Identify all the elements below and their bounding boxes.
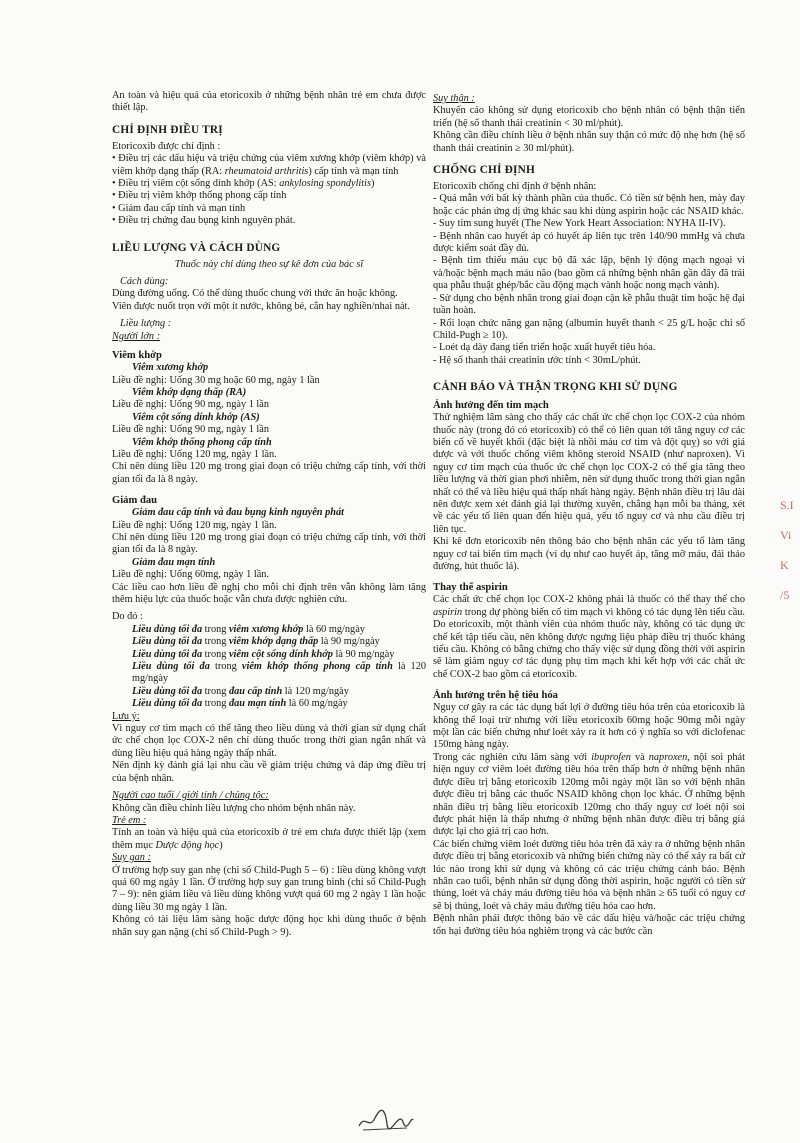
arthritis-dose: Liều đề nghị: Uống 120 mg, ngày 1 lần. xyxy=(112,448,277,460)
indication-item: • Điều trị viêm cột sống dính khớp (AS: ankylosing spondylitis) xyxy=(112,178,375,190)
liver-label: Suy gan : xyxy=(112,852,151,864)
acute-pain-note: Chỉ nên dùng liều 120 mg trong giai đoạn có triệu chứng cấp tính, với thời gian tối đa là 8 ngày. xyxy=(112,531,426,556)
gi-text: Trong các nghiên cứu lâm sàng với ibuprofen và naproxen, nội soi phát hiện nguy cơ viêm loét đường tiêu hóa trên thấp hơn ở những bệnh nhân được điều trị bằng etoricoxib 120mg mỗi ngày một lần so với bệnh nhân được điều trị bằng các thuốc NSAID không chọn lọc khác. Ở những bệnh nhân điều trị bằng liều etoricoxib 120mg cho thấy nguy cơ loét nội soi được phát hiện là thấp nhưng ở những bệnh nhân được điều trị bằng giả dược lại cho giá trị cao hơn. xyxy=(433,751,745,838)
kidney-text: Khuyến cáo không sử dụng etoricoxib cho bệnh nhân có bệnh thận tiến triển (hệ số thanh thải creatinin < 30 ml/phút). xyxy=(433,105,745,129)
aspirin-heading: Thay thế aspirin xyxy=(433,582,508,594)
cardio-text: Thử nghiệm lâm sàng cho thấy các chất ức chế chọn lọc COX-2 của nhóm thuốc này (trong đó có etoricoxib) có thể có liên quan tới tăng nguy cơ các biến cố về huyết khối (đặc biệt là nhồi máu cơ tim và đột quỵ) so với giả dược và với thuốc chống viêm không steroid NSAID (như naproxen). Vì nguy cơ tim mạch của thuốc ức chế chọn lọc COX-2 có thể gia tăng theo liều lượng và thời gian phơi nhiễm, nên sử dụng thuốc trong thời gian ngắn nhất có thể và liều hiệu quả thấp nhất hàng ngày. Bệnh nhân điều trị lâu dài nên được xem xét đánh giá lại thường xuyên, chẳng hạn mỗi ba tháng, xét về các yếu tố liên quan đến hiệu quả, yếu tố nguy cơ và nhu cầu điều trị liên tục. xyxy=(433,412,745,535)
prescription-note: Thuốc này chỉ dùng theo sự kê đơn của bác sĩ xyxy=(174,258,364,270)
caution-text: Nên định kỳ đánh giá lại nhu cầu về giảm triệu chứng và đáp ứng điều trị của bệnh nhân. xyxy=(112,760,426,784)
indication-item: • Điều trị các dấu hiệu và triệu chứng của viêm xương khớp (viêm khớp) và viêm khớp dạng thấp (RA: rheumatoid arthritis) cấp tính và mạn tính xyxy=(112,153,426,177)
max-dose-line: Liều dùng tối đa trong viêm xương khớp là 60 mg/ngày xyxy=(132,623,365,635)
contraindication-item: - Bệnh tim thiếu máu cục bộ đã xác lập, bệnh lý động mạch ngoại vi và/hoặc bệnh mạch máu não (bao gồm cả những bệnh nhân gần đây đã trải qua phẫu thuật ghép/bắc cầu động mạch vành hoặc nong mạch vành). xyxy=(433,255,745,292)
kidney-text: Không cần điều chỉnh liều ở bệnh nhân suy thận có mức độ nhẹ hơn (hệ số thanh thải creatinin ≥ 30 ml/phút). xyxy=(433,130,745,154)
usage-label: Cách dùng: xyxy=(120,276,169,288)
max-dose-line: Liều dùng tối đa trong đau mạn tính là 60 mg/ngày xyxy=(132,698,348,710)
margin-mark: Vi xyxy=(780,528,792,542)
gi-heading: Ảnh hưởng trên hệ tiêu hóa xyxy=(433,690,558,702)
contraindication-item: - Hệ số thanh thải creatinin ước tính < 30mL/phút. xyxy=(433,354,641,366)
arthritis-dose: Liều đề nghị: Uống 30 mg hoặc 60 mg, ngày 1 lần xyxy=(112,374,320,386)
contraindications-lead: Etoricoxib chống chỉ định ở bệnh nhân: xyxy=(433,181,597,193)
usage-line: Dùng đường uống. Có thể dùng thuốc chung với thức ăn hoặc không. xyxy=(112,288,398,300)
max-dose-line: Liều dùng tối đa trong viêm cột sống dính khớp là 90 mg/ngày xyxy=(132,648,395,660)
signature-scribble xyxy=(355,1100,415,1135)
chronic-pain-dose: Liều đề nghị: Uống 60mg, ngày 1 lần. xyxy=(112,569,270,581)
contraindication-item: - Loét dạ dày đang tiến triển hoặc xuất huyết tiêu hóa. xyxy=(433,342,656,354)
higher-dose-note: Các liều cao hơn liều đề nghị cho mỗi chỉ định trên vẫn không làm tăng thêm hiệu lực của thuốc hoặc vẫn chưa được nghiên cứu. xyxy=(112,581,426,605)
children-text: Tính an toàn và hiệu quả của etoricoxib ở trẻ em chưa được thiết lập (xem thêm mục Dược động học) xyxy=(112,827,426,851)
liver-text: Không có tài liệu lâm sàng hoặc dược động học khi dùng thuốc ở bệnh nhân suy gan nặng (chỉ số Child-Pugh > 9). xyxy=(112,914,426,938)
arthritis-dose: Liều đề nghị: Uống 90 mg, ngày 1 lần xyxy=(112,399,270,411)
usage-line: Viên được nuốt trọn với một ít nước, không bẻ, cắn hay nghiền/nhai nát. xyxy=(112,300,410,312)
acute-pain-title: Giảm đau cấp tính và đau bụng kinh nguyên phát xyxy=(132,507,344,519)
max-dose-line: Liều dùng tối đa trong đau cấp tính là 120 mg/ngày xyxy=(132,685,349,697)
arthritis-subtitle: Viêm cột sống dính khớp (AS) xyxy=(132,411,260,423)
kidney-label: Suy thận : xyxy=(433,93,475,104)
left-column xyxy=(112,90,426,939)
gi-text: Nguy cơ gây ra các tác dụng bất lợi ở đường tiêu hóa trên của etoricoxib là không thể loại trừ nhưng với liều etoricoxib 60mg hoặc 90mg mỗi ngày một lần các biến chứng như loét xảy ra ít hơn có ý nghĩa so với diclofenac 150mg hàng ngày. xyxy=(433,702,745,751)
acute-pain-dose: Liều đề nghị: Uống 120 mg, ngày 1 lần. xyxy=(112,519,277,531)
gi-text: Bệnh nhân phải được thông báo về các dấu hiệu và/hoặc các triệu chứng tổn hại đường tiêu hóa nghiêm trọng và các bước cần xyxy=(433,913,745,937)
intro-text: An toàn và hiệu quả của etoricoxib ở những bệnh nhân trẻ em chưa được thiết lập. xyxy=(112,90,426,114)
indications-lead: Etoricoxib được chỉ định : xyxy=(112,140,221,152)
margin-handwriting xyxy=(780,490,800,610)
chronic-pain-title: Giảm đau mạn tính xyxy=(132,556,216,568)
dose-label: Liều lượng : xyxy=(120,318,172,330)
right-column xyxy=(433,93,745,938)
margin-mark: S.I xyxy=(780,498,794,512)
max-dose-line: Liều dùng tối đa trong viêm khớp thống phong cấp tính là 120 mg/ngày xyxy=(132,661,427,685)
therefore-label: Do đó : xyxy=(112,611,143,623)
cardio-text: Khi kê đơn etoricoxib nên thông báo cho bệnh nhân các yếu tố làm tăng nguy cơ tai biến tim mạch (ví dụ như cao huyết áp, tăng mỡ máu, đái tháo đường, hút thuốc lá). xyxy=(433,536,745,572)
contraindications-heading: CHỐNG CHỈ ĐỊNH xyxy=(433,164,535,177)
gout-note: Chỉ nên dùng liều 120 mg trong giai đoạn có triệu chứng cấp tính, với thời gian tối đa là 8 ngày. xyxy=(112,461,426,485)
arthritis-subtitle: Viêm khớp dạng thấp (RA) xyxy=(132,386,247,398)
indication-item: • Điều trị chứng đau bụng kinh nguyên phát. xyxy=(112,215,296,227)
caution-text: Vì nguy cơ tim mạch có thể tăng theo liều dùng và thời gian sử dụng chất ức chế chọn lọc COX-2 nên chỉ dùng thuốc trong thời gian ngắn nhất và dùng liều hiệu quả hàng ngày thấp nhất. xyxy=(112,723,426,759)
liver-text: Ở trường hợp suy gan nhẹ (chỉ số Child-Pugh 5 – 6) : liều dùng không vượt quá 60 mg ngày 1 lần. Ở trường hợp suy gan trung bình (chỉ số Child-Pugh 7 – 9): nên giảm liều và liều dùng không vượt quá 60 mg 2 ngày 1 lần hoặc dùng liều 30 mg ngày 1 lần. xyxy=(112,864,426,913)
warnings-heading: CẢNH BÁO VÀ THẬN TRỌNG KHI SỬ DỤNG xyxy=(433,381,678,394)
elderly-text: Không cần điều chỉnh liều lượng cho nhóm bệnh nhân này. xyxy=(112,802,356,814)
indication-item: • Giảm đau cấp tính và mạn tính xyxy=(112,202,246,214)
margin-mark: /5 xyxy=(780,588,790,602)
elderly-label: Người cao tuổi / giới tính / chủng tộc: xyxy=(112,790,269,802)
caution-label: Lưu ý: xyxy=(112,710,140,722)
arthritis-dose: Liều đề nghị: Uống 90 mg, ngày 1 lần xyxy=(112,424,270,436)
contraindication-item: - Sử dụng cho bệnh nhân trong giai đoạn cận kề phẫu thuật tim hoặc hệ đại tuần hoàn. xyxy=(433,292,745,317)
arthritis-subtitle: Viêm khớp thống phong cấp tính xyxy=(132,436,272,448)
aspirin-text: Các chất ức chế chọn lọc COX-2 không phải là thuốc có thể thay thế cho aspirin trong dự phòng biến cố tim mạch vì không có tác dụng lên tiểu cầu. Do etoricoxib, một thành viên của nhóm thuốc này, không có tác dụng ức chế kết tập tiểu cầu, nên không được ngưng liệu pháp điều trị thuốc kháng tiểu cầu. Không có bằng chứng cho thấy việc sử dụng đồng thời với aspirin sẽ làm giảm nguy cơ tác dụng phụ tim mạch khi kết hợp với các chất ức chế COX-2 bao gồm cả etoricoxib. xyxy=(433,594,745,680)
gi-text: Các biến chứng viêm loét đường tiêu hóa trên đã xảy ra ở những bệnh nhân được điều trị bằng etoricoxib và những biến chứng này có thể xảy ra bất cứ lúc nào trong khi sử dụng và không có các triệu chứng cảnh báo. Bệnh nhân cao tuổi, bệnh nhân sử dụng đồng thời aspirin, hoặc người có tiền sử thủng, loét và chảy máu đường tiêu hóa và bệnh nhân ≥ 65 tuổi có nguy cơ sẽ bị thủng, loét và chảy máu đường tiêu hóa cao hơn. xyxy=(433,838,745,912)
contraindication-item: - Bệnh nhân cao huyết áp có huyết áp liên tục trên 140/90 mmHg và chưa được kiểm soát đầy đủ. xyxy=(433,230,745,255)
margin-mark: K xyxy=(780,558,789,572)
contraindication-item: - Suy tim sung huyết (The New York Heart Association: NYHA II-IV). xyxy=(433,218,726,230)
dosage-heading: LIỀU LƯỢNG VÀ CÁCH DÙNG xyxy=(112,241,281,254)
contraindication-item: - Rối loạn chức năng gan nặng (albumin huyết thanh < 25 g/L hoặc chỉ số Child-Pugh ≥ 10). xyxy=(433,317,745,341)
max-dose-line: Liều dùng tối đa trong viêm khớp dạng thấp là 90 mg/ngày xyxy=(132,636,380,648)
cardio-heading: Ảnh hưởng đến tim mạch xyxy=(433,400,549,412)
contraindication-item: - Quá mẫn với bất kỳ thành phần của thuốc. Có tiền sử bệnh hen, mày đay hoặc các phản ứng dị ứng khác sau khi dùng aspirin hoặc các NSAID khác. xyxy=(433,193,745,217)
arthritis-heading: Viêm khớp xyxy=(112,350,162,362)
arthritis-subtitle: Viêm xương khớp xyxy=(132,362,209,374)
adult-label: Người lớn : xyxy=(112,330,161,342)
indication-item: • Điều trị viêm khớp thống phong cấp tính xyxy=(112,190,287,202)
indications-heading: CHỈ ĐỊNH ĐIỀU TRỊ xyxy=(112,123,223,136)
children-label: Trẻ em : xyxy=(112,814,147,826)
pain-heading: Giảm đau xyxy=(112,495,158,507)
